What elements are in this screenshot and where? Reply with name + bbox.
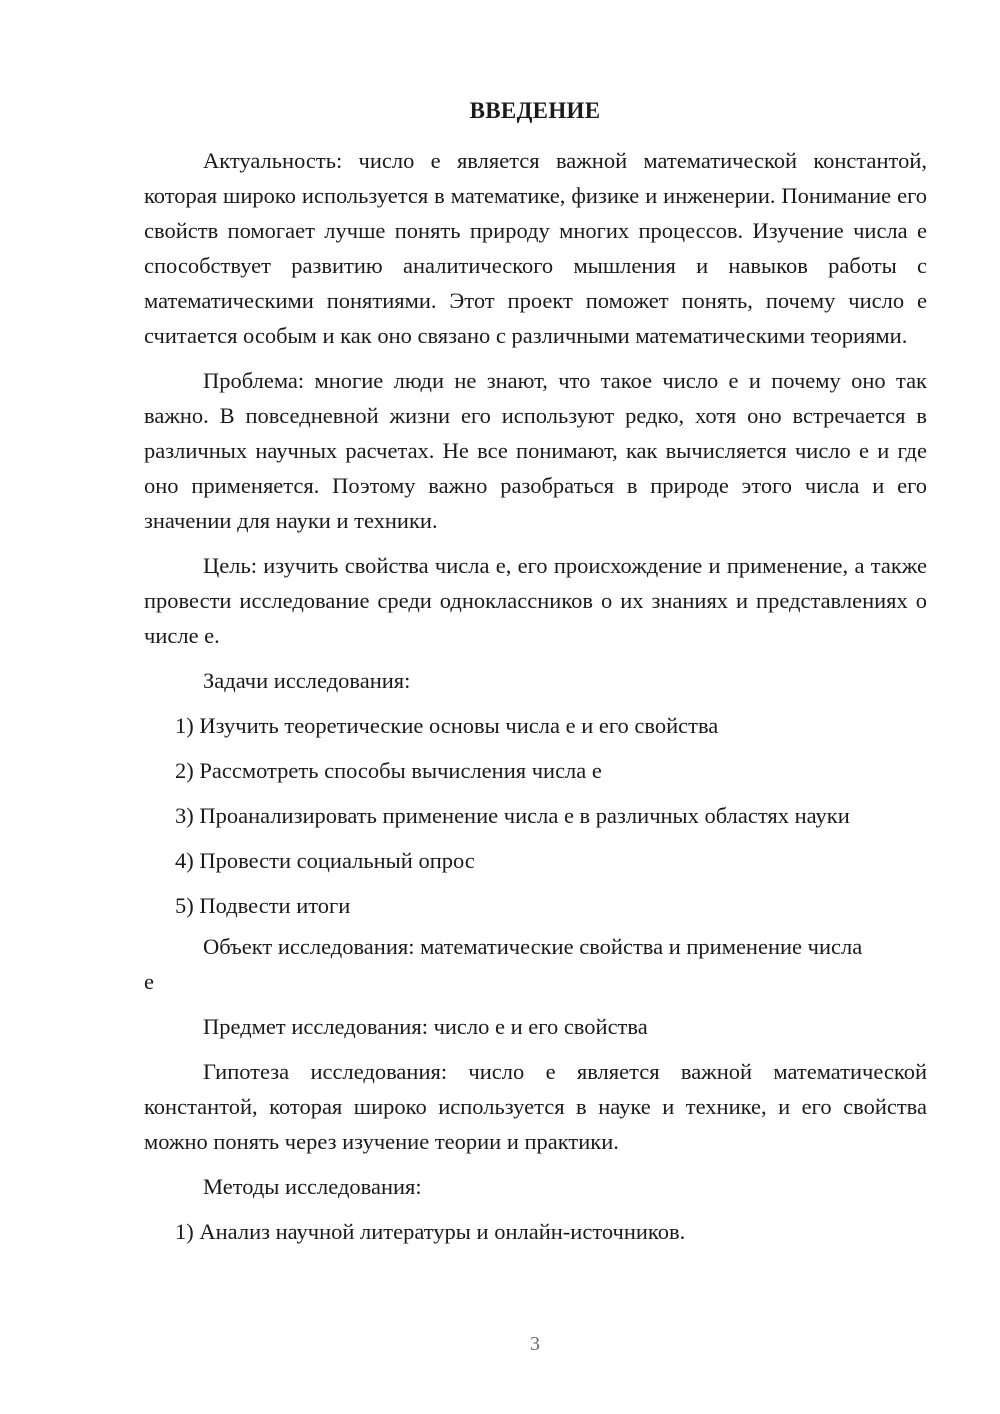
object-paragraph-continuation: е — [144, 969, 154, 994]
section-title: ВВЕДЕНИЕ — [469, 98, 601, 123]
hypothesis-paragraph: Гипотеза исследования: число е является важной математической константой, которая широко используется в науке и технике, и его свойства можно понять через изучение теории и практики. — [144, 1059, 927, 1154]
document-body — [144, 143, 927, 1259]
task-item: 3) Проанализировать применение числа е в различных областях науки — [175, 803, 850, 828]
relevance-paragraph: Актуальность: число е является важной математической константой, которая широко используется в математике, физике и инженерии. Понимание его свойств помогает лучше понять природу многих процессов. Изучение числа е способствует развитию аналитического мышления и навыков работы с математическими понятиями. Этот проект поможет понять, почему число е считается особым и как оно связано с различными математическими теориями. — [144, 148, 927, 348]
problem-paragraph: Проблема: многие люди не знают, что такое число е и почему оно так важно. В повседневной жизни его используют редко, хотя оно встречается в различных научных расчетах. Не все понимают, как вычисляется число е и где оно применяется. Поэтому важно разобраться в природе этого числа и его значении для науки и техники. — [144, 368, 927, 533]
task-item: 5) Подвести итоги — [175, 893, 351, 918]
object-paragraph: Объект исследования: математические свойства и применение числа — [203, 934, 863, 959]
methods-heading: Методы исследования: — [203, 1174, 422, 1199]
task-item: 2) Рассмотреть способы вычисления числа е — [175, 758, 602, 783]
subject-paragraph: Предмет исследования: число е и его свойства — [203, 1014, 648, 1039]
tasks-heading: Задачи исследования: — [203, 668, 411, 693]
task-item: 1) Изучить теоретические основы числа е и его свойства — [175, 713, 719, 738]
page-number: 3 — [530, 1333, 540, 1355]
task-item: 4) Провести социальный опрос — [175, 848, 475, 873]
method-item: 1) Анализ научной литературы и онлайн-источников. — [175, 1219, 686, 1244]
goal-paragraph: Цель: изучить свойства числа е, его происхождение и применение, а также провести исследование среди одноклассников о их знаниях и представлениях о числе е. — [144, 553, 927, 648]
